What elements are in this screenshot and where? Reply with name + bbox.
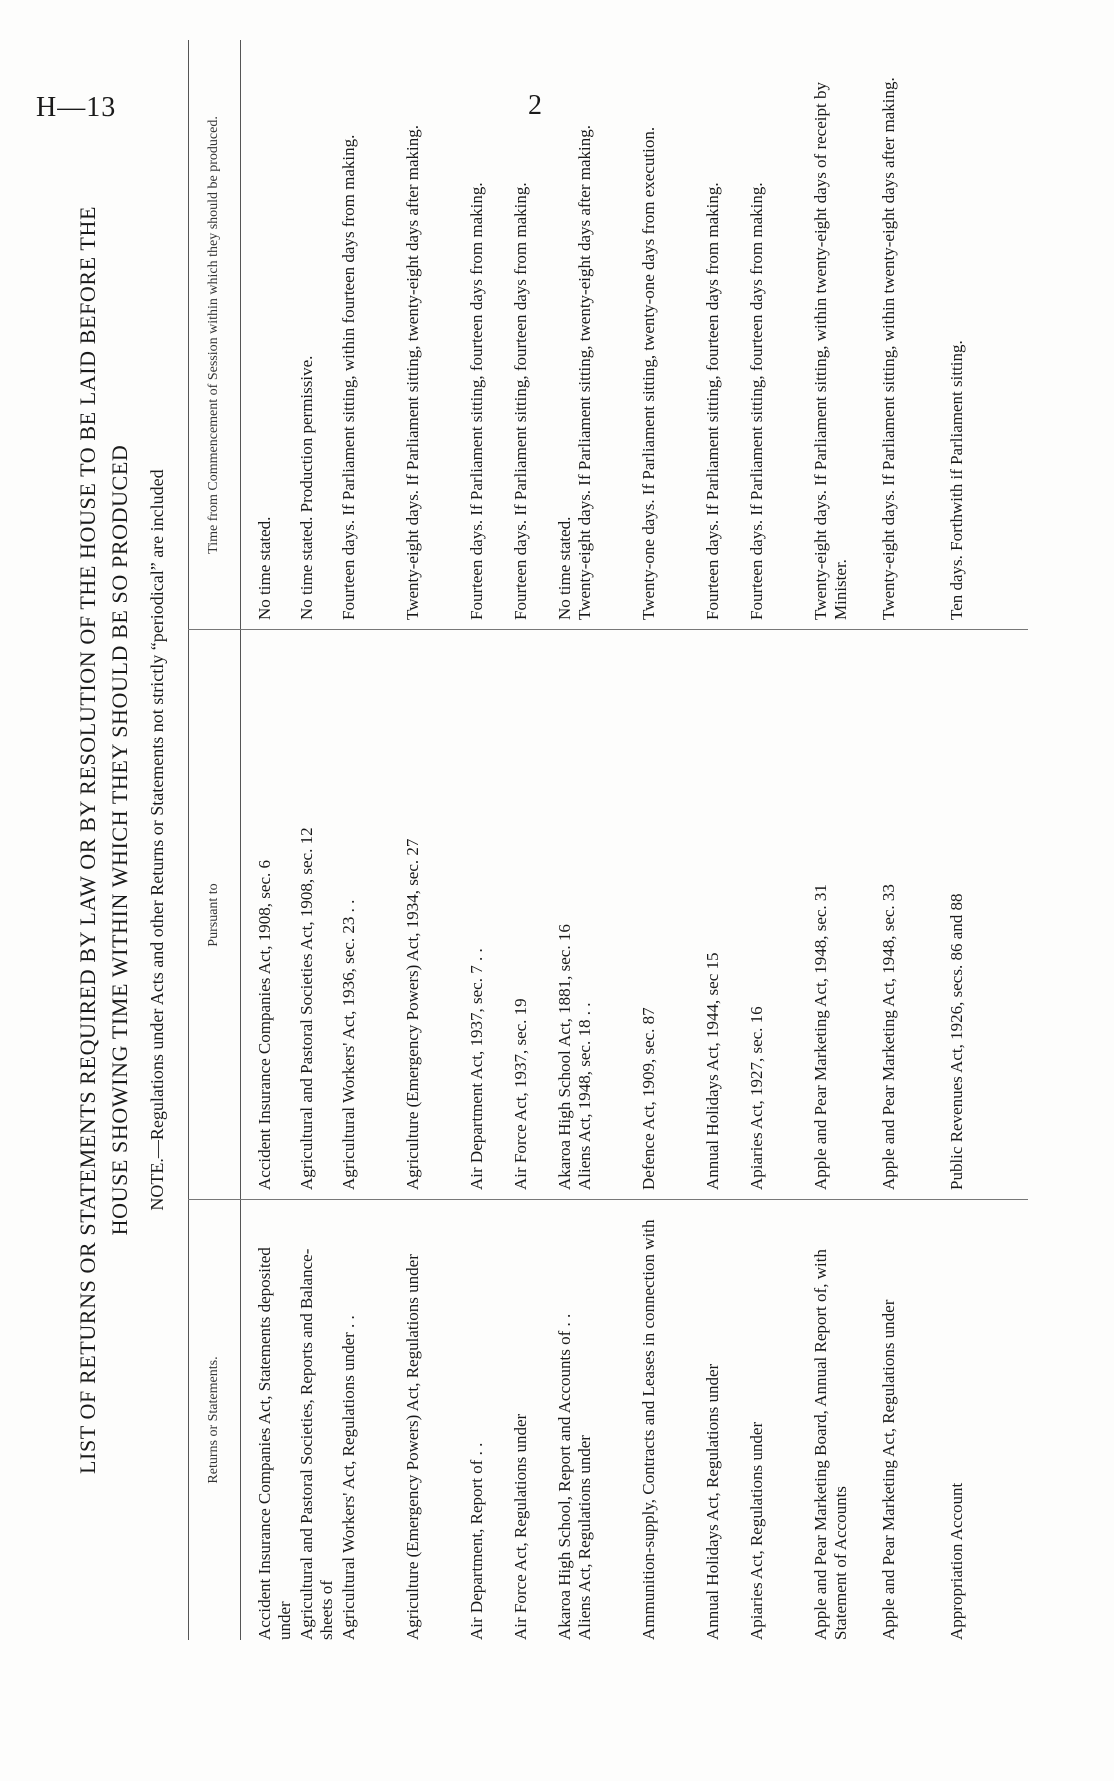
returns-cell: Apiaries Act, Regulations under	[747, 1421, 766, 1640]
note: NOTE.—Regulations under Acts and other Returns or Statements not strictly “periodical” are included	[147, 469, 167, 1211]
title-line-2: HOUSE SHOWING TIME WITHIN WHICH THEY SHOULD BE SO PRODUCED	[107, 444, 132, 1236]
pursuant-cell: Apple and Pear Marketing Act, 1948, sec. 33	[879, 884, 898, 1190]
page-number: 2	[528, 90, 542, 121]
time-cell: Ten days. Forthwith if Parliament sitting.	[947, 340, 966, 620]
returns-cell: Accident Insurance Companies Act, Statements deposited under	[255, 1247, 294, 1640]
pursuant-cell: Akaroa High School Act, 1881, sec. 16	[555, 924, 574, 1190]
returns-cell: Apple and Pear Marketing Board, Annual Report of, with Statement of Accounts	[811, 1249, 850, 1640]
time-cell: Fourteen days. If Parliament sitting, fourteen days from making.	[703, 182, 722, 620]
returns-cell: Appropriation Account	[947, 1482, 966, 1640]
returns-cell: Apple and Pear Marketing Act, Regulations under	[879, 1299, 898, 1640]
table-header-rule	[240, 40, 241, 1640]
time-cell: No time stated. Production permissive.	[297, 355, 316, 620]
returns-cell: Agricultural and Pastoral Societies, Reports and Balance-sheets of	[297, 1248, 336, 1640]
time-cell: Twenty-eight days. If Parliament sitting, twenty-eight days after making.	[403, 125, 422, 620]
column-divider-2	[188, 629, 1028, 630]
returns-cell: Agricultural Workers' Act, Regulations under . .	[339, 1315, 358, 1640]
returns-cell: Air Force Act, Regulations under	[511, 1413, 530, 1640]
pursuant-cell: Annual Holidays Act, 1944, sec 15	[703, 952, 722, 1190]
time-cell: Twenty-eight days. If Parliament sitting, twenty-eight days after making.	[575, 125, 594, 620]
pursuant-cell: Public Revenues Act, 1926, secs. 86 and 88	[947, 893, 966, 1190]
pursuant-cell: Defence Act, 1909, sec. 87	[639, 1007, 658, 1190]
pursuant-cell: Agriculture (Emergency Powers) Act, 1934, sec. 27	[403, 838, 422, 1190]
time-cell: Twenty-eight days. If Parliament sitting, within twenty-eight days of receipt by Minister.	[811, 82, 850, 620]
time-cell: Fourteen days. If Parliament sitting, within fourteen days from making.	[339, 134, 358, 620]
title-line-1: LIST OF RETURNS OR STATEMENTS REQUIRED BY LAW OR BY RESOLUTION OF THE HOUSE TO BE LAID BEFORE THE	[75, 206, 100, 1474]
time-cell: No time stated.	[555, 516, 574, 620]
header-pursuant: Pursuant to	[206, 883, 221, 947]
page-reference: H—13	[36, 92, 117, 123]
pursuant-cell: Apple and Pear Marketing Act, 1948, sec. 31	[811, 884, 830, 1190]
pursuant-cell: Apiaries Act, 1927, sec. 16	[747, 1006, 766, 1190]
returns-cell: Agriculture (Emergency Powers) Act, Regulations under	[403, 1254, 422, 1640]
header-time: Time from Commencement of Session within which they should be produced.	[206, 116, 221, 554]
pursuant-cell: Agricultural and Pastoral Societies Act, 1908, sec. 12	[297, 827, 316, 1190]
time-cell: Twenty-one days. If Parliament sitting, twenty-one days from execution.	[639, 126, 658, 620]
returns-cell: Ammunition-supply, Contracts and Leases in connection with	[639, 1219, 658, 1640]
returns-cell: Annual Holidays Act, Regulations under	[703, 1363, 722, 1640]
returns-cell: Aliens Act, Regulations under	[575, 1435, 594, 1640]
pursuant-cell: Agricultural Workers' Act, 1936, sec. 23 . .	[339, 899, 358, 1190]
returns-cell: Air Department, Report of . .	[467, 1442, 486, 1640]
rotated-table-block	[75, 40, 1075, 1640]
header-returns: Returns or Statements.	[206, 1356, 221, 1484]
returns-cell: Akaroa High School, Report and Accounts of . .	[555, 1313, 574, 1640]
pursuant-cell: Aliens Act, 1948, sec. 18 . .	[575, 1002, 594, 1190]
time-cell: Twenty-eight days. If Parliament sitting, within twenty-eight days after making.	[879, 77, 898, 620]
time-cell: No time stated.	[255, 516, 274, 620]
pursuant-cell: Air Department Act, 1937, sec. 7 . .	[467, 948, 486, 1190]
column-divider-1	[188, 1199, 1028, 1200]
pursuant-cell: Air Force Act, 1937, sec. 19	[511, 998, 530, 1190]
time-cell: Fourteen days. If Parliament sitting, fourteen days from making.	[467, 182, 486, 620]
pursuant-cell: Accident Insurance Companies Act, 1908, sec. 6	[255, 860, 274, 1190]
time-cell: Fourteen days. If Parliament sitting, fourteen days from making.	[747, 182, 766, 620]
time-cell: Fourteen days. If Parliament sitting, fourteen days from making.	[511, 182, 530, 620]
